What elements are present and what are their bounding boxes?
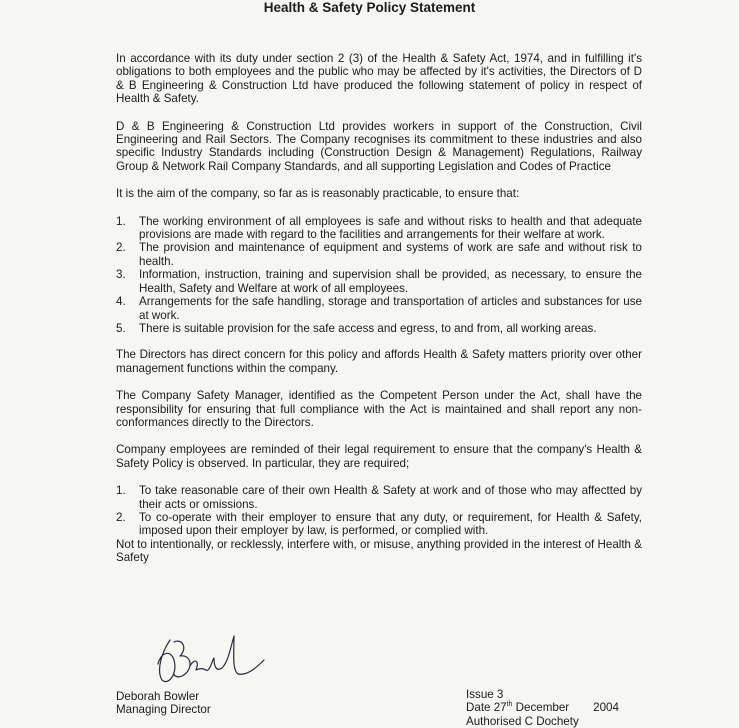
date-ordinal: th [506, 701, 513, 709]
employees-paragraph: Company employees are reminded of their legal requirement to ensure that the company's Health & Safety Policy is observed. In particular, they are required; [116, 443, 642, 470]
list-number: 4. [116, 295, 126, 309]
directors-paragraph: The Directors has direct concern for this policy and affords Health & Safety matters priority over other management functions within the company. [116, 348, 642, 375]
aims-intro-paragraph: It is the aim of the company, so far as is reasonably practicable, to ensure that: [116, 187, 520, 201]
list-item [116, 484, 642, 511]
authorised-by: Authorised C Dochety [466, 714, 579, 728]
list-item [116, 295, 642, 322]
issue-number: Issue 3 [466, 688, 504, 701]
signatory-block [116, 690, 211, 717]
list-item [116, 241, 642, 268]
list-text: Arrangements for the safe handling, storage and transportation of articles and substances for use at work. [139, 295, 642, 322]
list-text: The provision and maintenance of equipment and systems of work are safe and without risk to health. [139, 241, 642, 268]
intro-paragraph: In accordance with its duty under section 2 (3) of the Health & Safety Act, 1974, and in fulfilling it's obligations to both employees and the public who may be affected by it's activities, the Directors of D & B Engineering & Construction Ltd have produced the following statement of policy in respect of Health & Safety. [116, 52, 642, 106]
list-item [116, 215, 642, 242]
list-number: 3. [116, 268, 126, 282]
signatory-name: Deborah Bowler [116, 690, 200, 703]
list-item [116, 268, 642, 295]
list-text: There is suitable provision for the safe access and egress, to and from, all working areas. [139, 321, 597, 335]
safety-manager-paragraph: The Company Safety Manager, identified as the Competent Person under the Act, shall have the responsibility for ensuring that full compliance with the Act is maintained and shall report any non-conformances directly to the Directors. [116, 389, 642, 429]
issue-block [466, 688, 619, 728]
signatory-role: Managing Director [116, 703, 211, 717]
date-year: 2004 [593, 701, 619, 715]
closing-paragraph: Not to intentionally, or recklessly, interfere with, or misuse, anything provided in the interest of Health & Safety [116, 537, 642, 565]
date-day: Date 27 [466, 701, 507, 715]
requirements-list [116, 484, 642, 538]
policy-body [116, 52, 642, 565]
list-number: 2. [116, 510, 126, 524]
date-month: December [512, 701, 570, 715]
issue-date [466, 701, 619, 714]
list-text: To take reasonable care of their own Health & Safety at work and of those who may affectted by their acts or omissions. [139, 484, 642, 511]
list-number: 5. [116, 321, 126, 335]
document-title: Health & Safety Policy Statement [263, 0, 476, 15]
list-number: 2. [116, 241, 126, 255]
list-text: Information, instruction, training and supervision shall be provided, as necessary, to ensure the Health, Safety and Welfare at work of all employees. [139, 268, 642, 295]
list-text: To co-operate with their employer to ensure that any duty, or requirement, for Health & Safety, imposed upon their employer by law, is performed, or complied with. [139, 510, 642, 538]
list-text: The working environment of all employees is safe and without risks to health and that adequate provisions are made with regard to the facilities and arrangements for their welfare at work. [139, 214, 642, 242]
aims-list [116, 215, 642, 336]
list-number: 1. [116, 484, 126, 498]
list-item [116, 322, 642, 335]
handwritten-signature [152, 630, 267, 688]
list-number: 1. [116, 214, 126, 228]
company-paragraph: D & B Engineering & Construction Ltd provides workers in support of the Construction, Civil Engineering and Rail Sectors. The Company recognises its commitment to these industries and also specific Industry Standards including (Construction Design & Management) Regulations, Railway Group & Network Rail Company Standards, and all supporting Legislation and Codes of Practice [116, 119, 642, 173]
list-item [116, 511, 642, 538]
